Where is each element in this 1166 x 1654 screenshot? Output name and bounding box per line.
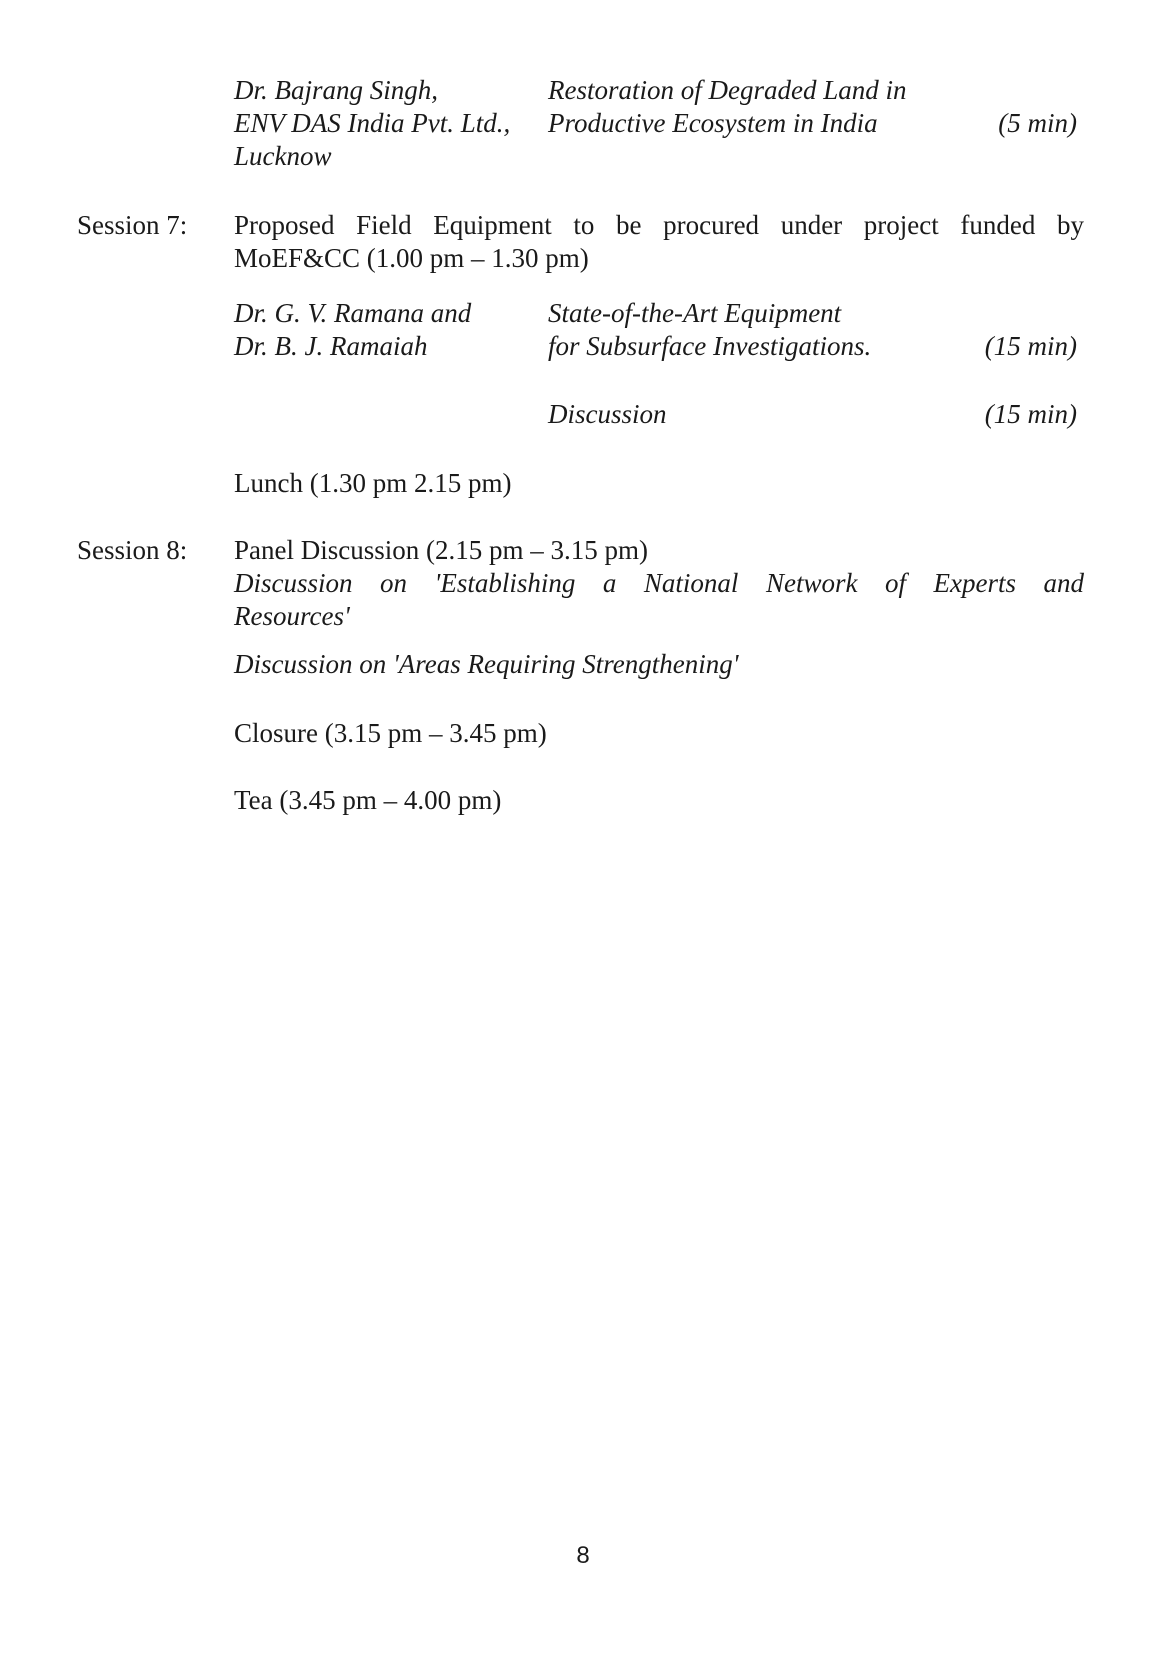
session-8-heading: Panel Discussion (2.15 pm – 3.15 pm) xyxy=(234,535,648,565)
discussion-topic-1-line1: Discussion on 'Establishing a National Network of Experts and xyxy=(234,568,1084,598)
speaker-affiliation: ENV DAS India Pvt. Ltd., xyxy=(234,108,511,138)
speaker-location: Lucknow xyxy=(234,141,332,171)
talk-title-line2: for Subsurface Investigations. xyxy=(548,331,872,361)
speaker-name: Dr. Bajrang Singh, xyxy=(234,75,439,105)
session-7-heading-line1: Proposed Field Equipment to be procured under project funded by xyxy=(234,210,1084,240)
tea-break: Tea (3.45 pm – 4.00 pm) xyxy=(234,785,502,815)
closure-item: Closure (3.15 pm – 3.45 pm) xyxy=(234,718,547,748)
talk-duration: (15 min) xyxy=(984,331,1077,361)
discussion-topic-2: Discussion on 'Areas Requiring Strengthening' xyxy=(234,649,739,679)
session-8-label: Session 8: xyxy=(77,535,188,565)
session-7-label: Session 7: xyxy=(77,210,188,240)
discussion-topic-1-line2: Resources' xyxy=(234,601,350,631)
session-7-heading-line2: MoEF&CC (1.00 pm – 1.30 pm) xyxy=(234,243,589,273)
talk-title-line1: State-of-the-Art Equipment xyxy=(548,298,842,328)
lunch-break: Lunch (1.30 pm 2.15 pm) xyxy=(234,468,512,498)
talk-duration: (5 min) xyxy=(998,108,1077,138)
speaker-name: Dr. G. V. Ramana and xyxy=(234,298,472,328)
speaker-name: Dr. B. J. Ramaiah xyxy=(234,331,428,361)
talk-title-line2: Productive Ecosystem in India xyxy=(548,108,878,138)
discussion-label: Discussion xyxy=(548,399,667,429)
discussion-duration: (15 min) xyxy=(984,399,1077,429)
talk-title-line1: Restoration of Degraded Land in xyxy=(548,75,907,105)
page-number: 8 xyxy=(576,1542,590,1569)
